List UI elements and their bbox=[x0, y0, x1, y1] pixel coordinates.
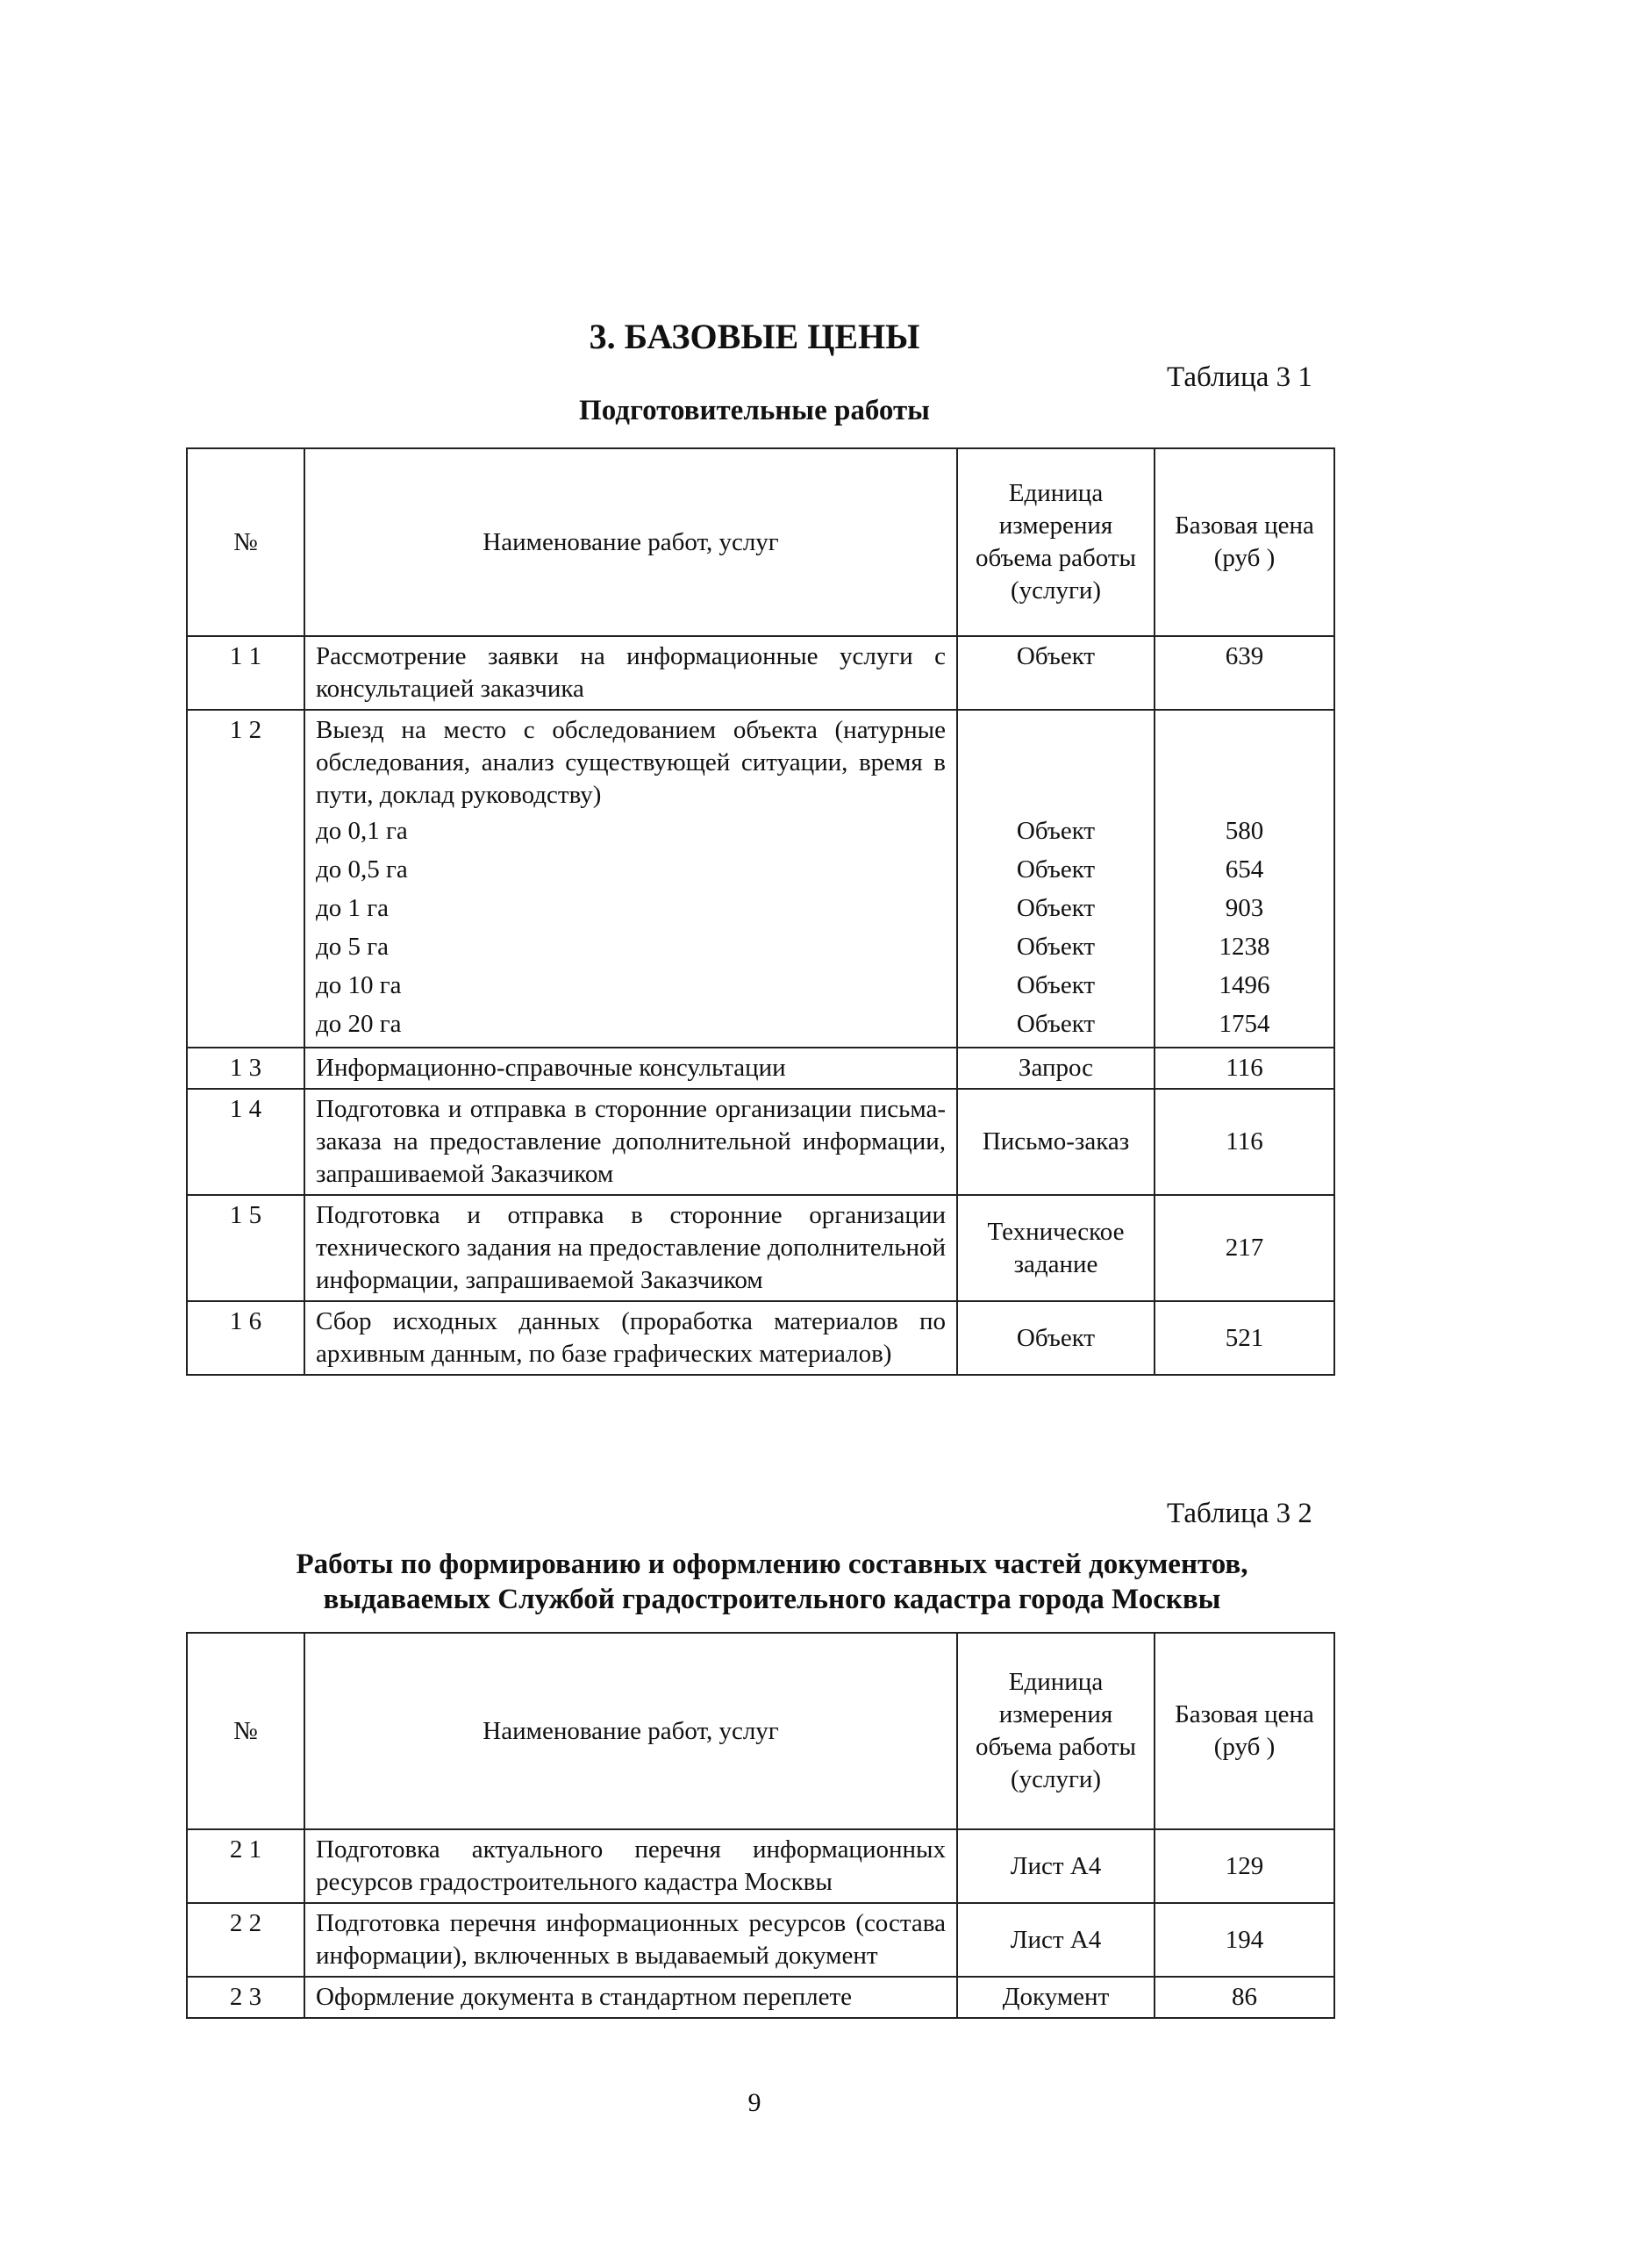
row-name: Подготовка актуального перечня информационных ресурсов градостроительного кадастра Москвы bbox=[304, 1829, 957, 1903]
table2-title-line2: выдаваемых Службой градостроительного кадастра города Москвы bbox=[323, 1584, 1221, 1615]
table-row bbox=[187, 1048, 1334, 1089]
row-name: Оформление документа в стандартном переплете bbox=[304, 1977, 957, 2018]
row-unit bbox=[957, 710, 1155, 1048]
sub-row-label: до 0,1 га bbox=[316, 817, 408, 845]
row-unit: Запрос bbox=[957, 1048, 1155, 1089]
table-row bbox=[187, 1089, 1334, 1195]
table1-title: Подготовительные работы bbox=[579, 395, 930, 426]
table2-header-row bbox=[187, 1633, 1334, 1829]
row-price: 129 bbox=[1155, 1829, 1334, 1903]
row-price: 116 bbox=[1155, 1089, 1334, 1195]
header-unit: Единица измерения объема работы (услуги) bbox=[957, 448, 1155, 636]
header-no: № bbox=[187, 1633, 304, 1829]
sub-row-label: до 0,5 га bbox=[316, 855, 408, 884]
table-row bbox=[187, 636, 1334, 710]
row-number: 2 1 bbox=[187, 1829, 304, 1903]
table1-header-row bbox=[187, 448, 1334, 636]
row-name-text: Выезд на место с обследованием объекта (натурные обследования, анализ существующей ситуации, время в пути, доклад руководству) bbox=[316, 716, 946, 809]
header-name: Наименование работ, услуг bbox=[304, 1633, 957, 1829]
row-number: 1 3 bbox=[187, 1048, 304, 1089]
header-unit: Единица измерения объема работы (услуги) bbox=[957, 1633, 1155, 1829]
header-name: Наименование работ, услуг bbox=[304, 448, 957, 636]
row-price: 86 bbox=[1155, 1977, 1334, 2018]
sub-row-label: до 5 га bbox=[316, 933, 390, 961]
row-name bbox=[304, 710, 957, 1048]
table-row bbox=[187, 710, 1334, 1048]
row-number: 1 4 bbox=[187, 1089, 304, 1195]
table-row bbox=[187, 1903, 1334, 1977]
sub-row-unit: Объект bbox=[1016, 817, 1096, 845]
row-name: Подготовка перечня информационных ресурсов (состава информации), включенных в выдаваемый документ bbox=[304, 1903, 957, 1977]
table1 bbox=[186, 447, 1335, 1376]
sub-row-label: до 20 га bbox=[316, 1010, 402, 1038]
table-row bbox=[187, 1829, 1334, 1903]
row-name: Рассмотрение заявки на информационные услуги с консультацией заказчика bbox=[304, 636, 957, 710]
row-unit: Объект bbox=[957, 636, 1155, 710]
row-price: 194 bbox=[1155, 1903, 1334, 1977]
sub-row-label: до 10 га bbox=[316, 971, 402, 999]
sub-row-price: 1238 bbox=[1219, 933, 1270, 961]
row-name: Информационно-справочные консультации bbox=[304, 1048, 957, 1089]
row-unit: Документ bbox=[957, 1977, 1155, 2018]
sub-row-unit: Объект bbox=[1016, 933, 1096, 961]
row-unit: Объект bbox=[957, 1301, 1155, 1375]
row-unit: Письмо-заказ bbox=[957, 1089, 1155, 1195]
sub-row-price: 580 bbox=[1225, 817, 1264, 845]
sub-row-price: 1496 bbox=[1219, 971, 1270, 999]
row-number: 1 5 bbox=[187, 1195, 304, 1301]
table-row bbox=[187, 1301, 1334, 1375]
table-row bbox=[187, 1977, 1334, 2018]
table2 bbox=[186, 1632, 1335, 2019]
row-price: 639 bbox=[1155, 636, 1334, 710]
sub-row-unit: Объект bbox=[1016, 1010, 1096, 1038]
row-price: 521 bbox=[1155, 1301, 1334, 1375]
page-number: 9 bbox=[747, 2088, 761, 2117]
row-number: 1 2 bbox=[187, 710, 304, 1048]
row-name: Сбор исходных данных (проработка материалов по архивным данным, по базе графических материалов) bbox=[304, 1301, 957, 1375]
table2-label: Таблица 3 2 bbox=[1167, 1498, 1312, 1529]
row-price bbox=[1155, 710, 1334, 1048]
sub-row-unit: Объект bbox=[1016, 894, 1096, 922]
header-no: № bbox=[187, 448, 304, 636]
table2-title-line1: Работы по формированию и оформлению составных частей документов, bbox=[296, 1549, 1248, 1580]
sub-row-unit: Объект bbox=[1016, 971, 1096, 999]
row-price: 116 bbox=[1155, 1048, 1334, 1089]
header-price: Базовая цена (руб ) bbox=[1155, 1633, 1334, 1829]
table1-label: Таблица 3 1 bbox=[1167, 361, 1312, 393]
row-unit: Лист А4 bbox=[957, 1829, 1155, 1903]
row-number: 1 1 bbox=[187, 636, 304, 710]
sub-row-price: 903 bbox=[1225, 894, 1264, 922]
section-title: 3. БАЗОВЫЕ ЦЕНЫ bbox=[589, 317, 920, 356]
row-unit: Лист А4 bbox=[957, 1903, 1155, 1977]
sub-row-unit: Объект bbox=[1016, 855, 1096, 884]
sub-row-price: 654 bbox=[1225, 855, 1264, 884]
header-price: Базовая цена (руб ) bbox=[1155, 448, 1334, 636]
row-number: 2 3 bbox=[187, 1977, 304, 2018]
row-name: Подготовка и отправка в сторонние организации технического задания на предоставление дополнительной информации, запрашиваемой Заказчиком bbox=[304, 1195, 957, 1301]
sub-row-price: 1754 bbox=[1219, 1010, 1270, 1038]
sub-row-label: до 1 га bbox=[316, 894, 390, 922]
row-number: 1 6 bbox=[187, 1301, 304, 1375]
row-price: 217 bbox=[1155, 1195, 1334, 1301]
row-number: 2 2 bbox=[187, 1903, 304, 1977]
row-name: Подготовка и отправка в сторонние организации письма-заказа на предоставление дополнительной информации, запрашиваемой Заказчиком bbox=[304, 1089, 957, 1195]
table-row bbox=[187, 1195, 1334, 1301]
row-unit: Техническое задание bbox=[957, 1195, 1155, 1301]
